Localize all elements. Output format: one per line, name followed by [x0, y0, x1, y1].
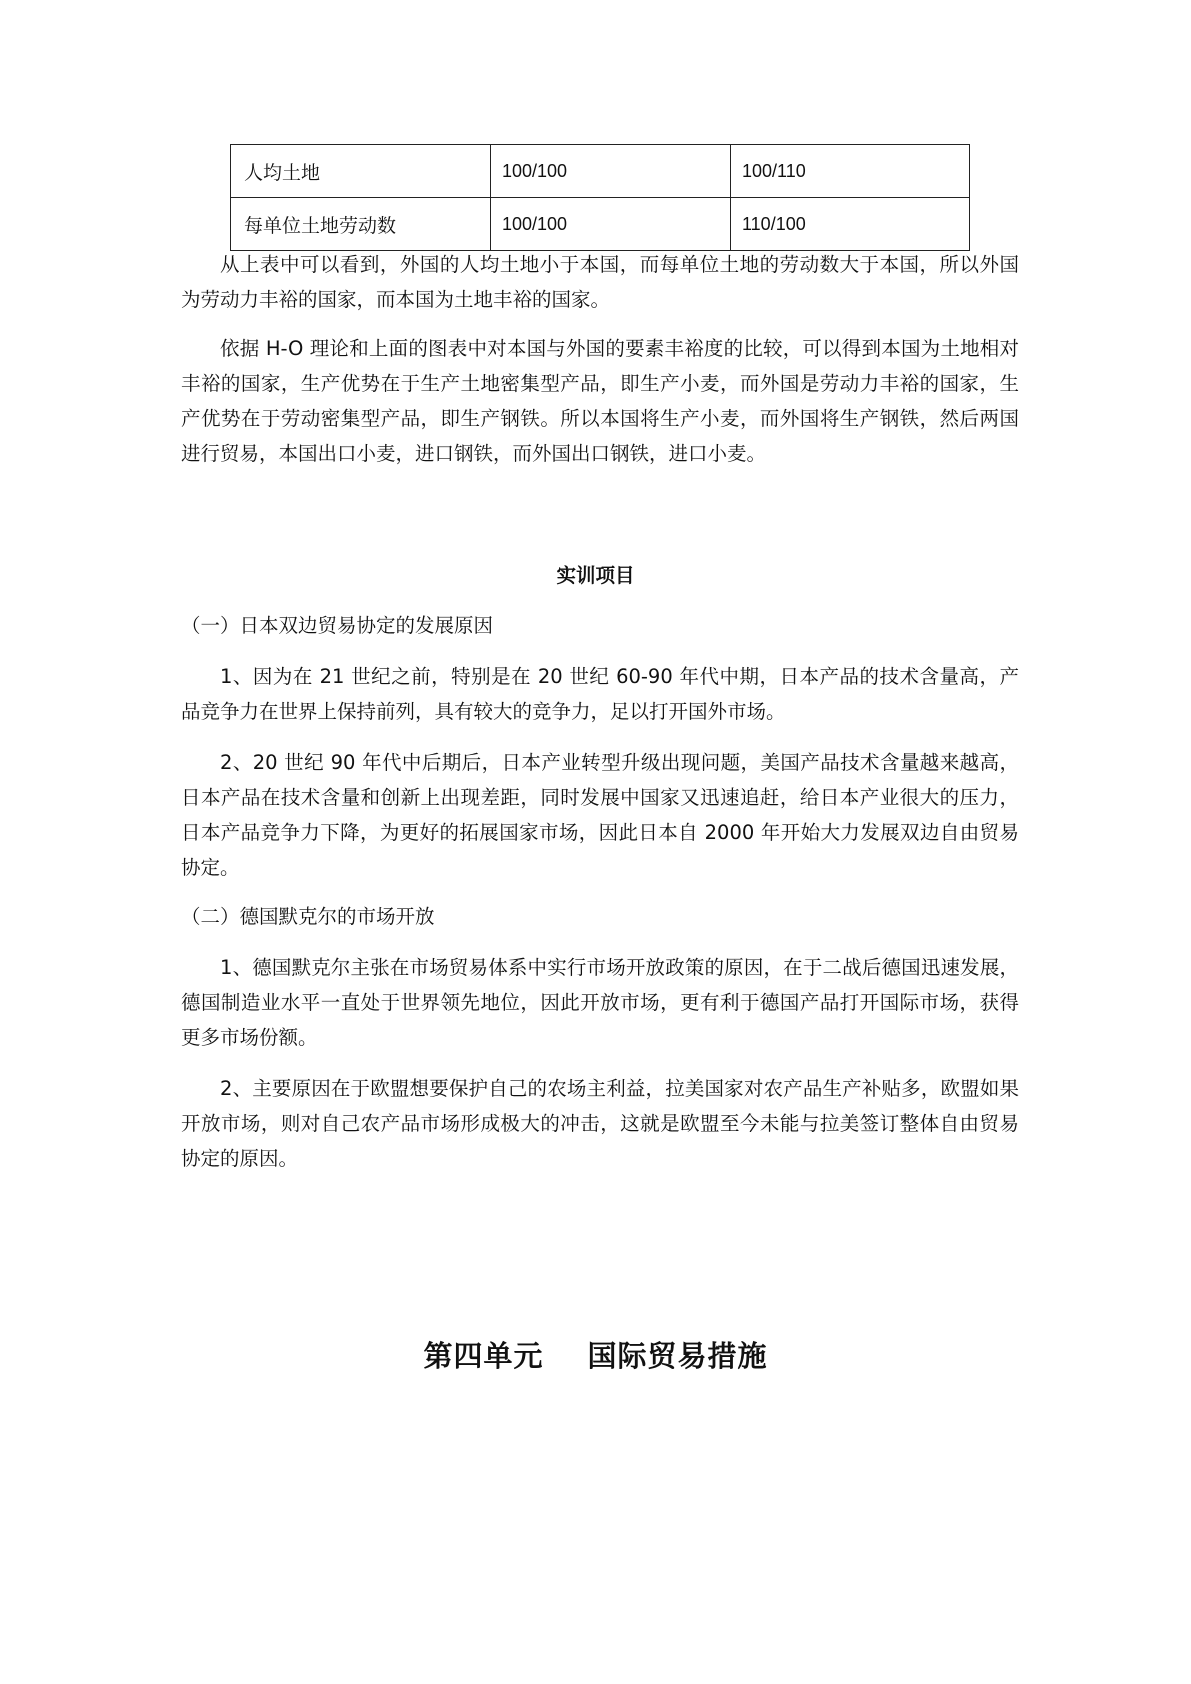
table-cell-home: 100/100 — [491, 198, 731, 251]
table-row — [231, 145, 970, 198]
section-1-heading: （一）日本双边贸易协定的发展原因 — [181, 614, 494, 637]
table-cell-foreign: 110/100 — [731, 198, 970, 251]
intro-paragraph-2: 依据 H-O 理论和上面的图表中对本国与外国的要素丰裕度的比较，可以得到本国为土地相对丰裕的国家，生产优势在于生产土地密集型产品，即生产小麦，而外国是劳动力丰裕的国家，生产优势在于劳动密集型产品，即生产钢铁。所以本国将生产小麦，而外国将生产钢铁，然后两国进行贸易，本国出口小麦，进口钢铁，而外国出口钢铁，进口小麦。 — [181, 337, 1019, 465]
section-title-practice: 实训项目 — [556, 564, 635, 587]
table-row — [231, 198, 970, 251]
unit-name: 国际贸易措施 — [587, 1339, 768, 1373]
section-1-paragraph-2: 2、20 世纪 90 年代中后期后，日本产业转型升级出现问题，美国产品技术含量越来越高，日本产品在技术含量和创新上出现差距，同时发展中国家又迅速追赶，给日本产业很大的压力，日本产品竞争力下降，为更好的拓展国家市场，因此日本自 2000 年开始大力发展双边自由贸易协定。 — [181, 751, 1019, 879]
unit-title — [0, 1334, 1191, 1375]
intro-block — [181, 247, 1019, 487]
section-1-paragraph-1: 1、因为在 21 世纪之前，特别是在 20 世纪 60-90 年代中期，日本产品的技术含量高，产品竞争力在世界上保持前列，具有较大的竞争力，足以打开国外市场。 — [181, 665, 1019, 723]
unit-number: 第四单元 — [423, 1339, 544, 1373]
practice-block — [181, 608, 1019, 1192]
section-2-paragraph-1: 1、德国默克尔主张在市场贸易体系中实行市场开放政策的原因，在于二战后德国迅速发展，德国制造业水平一直处于世界领先地位，因此开放市场，更有利于德国产品打开国际市场，获得更多市场份额。 — [181, 956, 1019, 1049]
section-2-heading: （二）德国默克尔的市场开放 — [181, 905, 435, 928]
table-cell-label: 每单位土地劳动数 — [231, 198, 491, 251]
table-cell-foreign: 100/110 — [731, 145, 970, 198]
intro-paragraph-1: 从上表中可以看到，外国的人均土地小于本国，而每单位土地的劳动数大于本国，所以外国为劳动力丰裕的国家，而本国为土地丰裕的国家。 — [181, 253, 1019, 311]
factor-table — [230, 144, 970, 251]
table-cell-home: 100/100 — [491, 145, 731, 198]
table-cell-label: 人均土地 — [231, 145, 491, 198]
section-2-paragraph-2: 2、主要原因在于欧盟想要保护自己的农场主利益，拉美国家对农产品生产补贴多，欧盟如果开放市场，则对自己农产品市场形成极大的冲击，这就是欧盟至今未能与拉美签订整体自由贸易协定的原因。 — [181, 1077, 1019, 1170]
